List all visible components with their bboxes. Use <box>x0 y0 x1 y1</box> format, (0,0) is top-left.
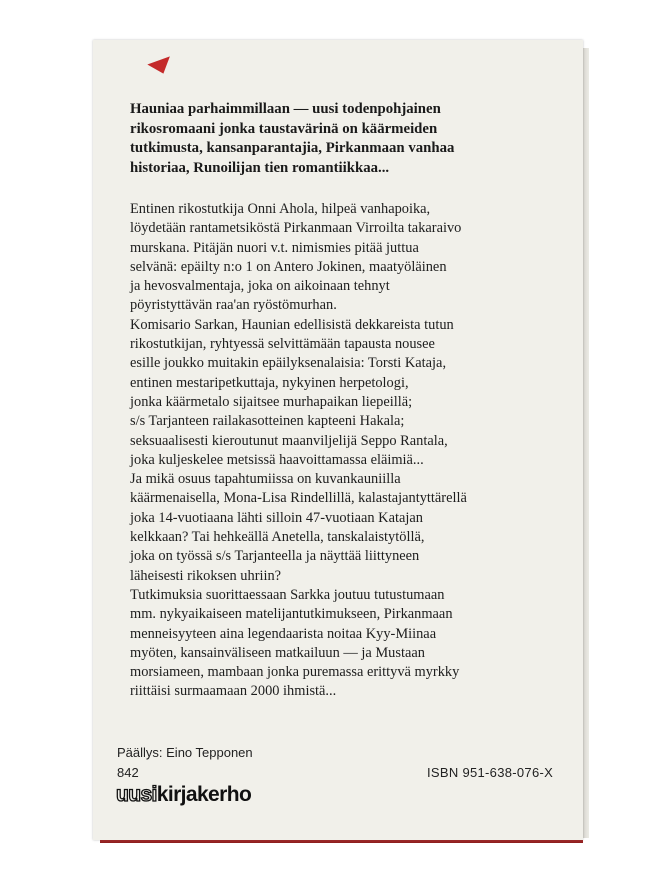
synopsis-line: joka kuljeskelee metsissä haavoittamassa eläimiä... <box>130 451 424 468</box>
publisher-logo-uusi: uusi <box>116 783 157 806</box>
synopsis-line: Tutkimuksia suorittaessaan Sarkka joutuu tutustumaan <box>130 586 445 603</box>
blurb-text <box>130 100 570 178</box>
synopsis-line: rikostutkijan, ryhtyessä selvittämään tapausta nousee <box>130 336 435 353</box>
synopsis-line: s/s Tarjanteen railakasotteinen kapteeni Hakala; <box>130 413 405 430</box>
synopsis-line: ja hevosvalmentaja, joka on aikoinaan tehnyt <box>130 278 390 295</box>
synopsis-line: morsiameen, mambaan jonka puremassa erittyvä myrkky <box>130 664 460 681</box>
synopsis-line: jonka käärmetalo sijaitsee murhapaikan liepeillä; <box>130 393 413 410</box>
book-page-edge <box>583 48 589 838</box>
synopsis-line: mm. nykyaikaiseen matelijantutkimukseen, Pirkanmaan <box>130 606 453 623</box>
synopsis-line: menneisyyteen aina legendaarista noitaa Kyy-Miinaa <box>130 625 437 642</box>
publisher-logo-kirjakerho: kirjakerho <box>156 783 252 806</box>
synopsis-line: pöyristyttävän raa'an ryöstömurhan. <box>130 297 337 314</box>
publisher-logo <box>116 783 251 807</box>
synopsis-line: kelkkaan? Tai hehkeällä Anetella, tanskalaistytöllä, <box>130 529 425 546</box>
synopsis-text <box>130 200 580 702</box>
synopsis-line: Komisario Sarkan, Haunian edellisistä dekkareista tutun <box>130 316 454 333</box>
synopsis-line: myöten, kansainväliseen matkailuun — ja Mustaan <box>130 644 425 661</box>
synopsis-line: Entinen rikostutkija Onni Ahola, hilpeä vanhapoika, <box>130 201 431 217</box>
book-back-cover <box>93 40 583 840</box>
synopsis-line: löydetään rantametsiköstä Pirkanmaan Virroilta takaraivo <box>130 220 462 237</box>
isbn: ISBN 951-638-076-X <box>427 765 554 780</box>
synopsis-line: seksuaalisesti kieroutunut maanviljelijä Seppo Rantala, <box>130 432 448 449</box>
synopsis-line: käärmenaisella, Mona-Lisa Rindellillä, kalastajantyttärellä <box>130 490 467 507</box>
blurb-line: tutkimusta, kansanparantajia, Pirkanmaan vanhaa <box>130 140 455 156</box>
synopsis-line: esille joukko muitakin epäilyksenalaisia: Torsti Kataja, <box>130 355 447 372</box>
edition-number: 842 <box>117 765 139 780</box>
red-corner-mark <box>147 56 174 77</box>
blurb-line: historiaa, Runoilijan tien romantiikkaa... <box>130 159 390 176</box>
synopsis-line: läheisesti rikoksen uhriin? <box>130 567 282 584</box>
synopsis-line: riittäisi surmaamaan 2000 ihmistä... <box>130 683 337 700</box>
synopsis-line: joka on työssä s/s Tarjanteella ja näyttää liittyneen <box>130 548 420 565</box>
blurb-line: Hauniaa parhaimmillaan — uusi todenpohjainen <box>130 101 441 117</box>
synopsis-line: entinen mestaripetkuttaja, nykyinen herpetologi, <box>130 374 409 391</box>
synopsis-line: joka 14-vuotiaana lähti silloin 47-vuotiaan Katajan <box>130 509 423 526</box>
synopsis-line: Ja mikä osuus tapahtumiissa on kuvankauniilla <box>130 471 401 488</box>
synopsis-line: selvänä: epäilty n:o 1 on Antero Jokinen, maatyöläinen <box>130 258 447 275</box>
cover-designer-credit: Päällys: Eino Tepponen <box>117 745 253 760</box>
blurb-line: rikosromaani jonka taustavärinä on käärmeiden <box>130 120 438 137</box>
synopsis-line: murskana. Pitäjän nuori v.t. nimismies pitää juttua <box>130 239 419 256</box>
